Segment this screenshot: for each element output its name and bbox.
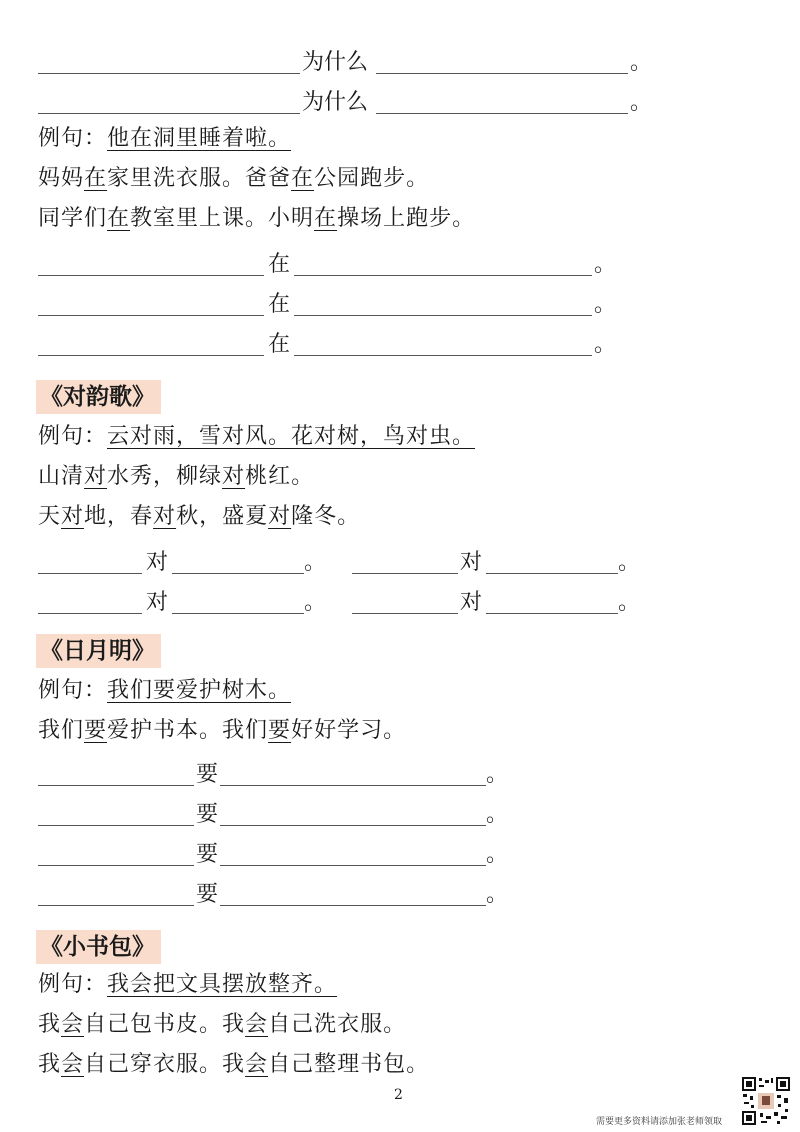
keyword: 在 (268, 252, 291, 277)
example-label: 例句： (38, 972, 108, 997)
practice-line (38, 1050, 429, 1080)
period: 。 (594, 332, 617, 357)
fill-row-dui-1 (38, 544, 641, 578)
keyword-underlined: 对 (84, 464, 108, 489)
text-part: 我 (38, 1052, 62, 1077)
keyword-underlined: 会 (61, 1052, 85, 1077)
blank-left[interactable] (38, 865, 194, 866)
keyword: 对 (460, 590, 483, 615)
example-sentence (38, 422, 481, 452)
text-part: 山清 (38, 464, 85, 489)
text-part: 爱护书本。我们 (107, 718, 269, 743)
fill-row-yao-1 (38, 756, 518, 790)
example-text: 我们要爱护树木。 (107, 678, 292, 703)
example-sentence (38, 676, 297, 706)
fill-row-yao-4 (38, 876, 518, 910)
example-text: 我会把文具摆放整齐。 (107, 972, 338, 997)
blank-right[interactable] (220, 825, 486, 826)
fill-row-zai-3 (38, 326, 618, 360)
section-title: 《小书包》 (36, 930, 161, 964)
text-part: 自己整理书包。 (268, 1052, 430, 1077)
keyword: 对 (460, 550, 483, 575)
blank-right[interactable] (294, 355, 592, 356)
blank-right[interactable] (220, 905, 486, 906)
text-part: 自己穿衣服。我 (84, 1052, 246, 1077)
keyword-underlined: 要 (84, 718, 108, 743)
keyword: 要 (196, 842, 219, 867)
fill-row-yao-3 (38, 836, 518, 870)
text-part: 自己包书皮。我 (84, 1012, 246, 1037)
period: 。 (594, 252, 617, 277)
period: 。 (486, 842, 509, 867)
keyword: 要 (196, 802, 219, 827)
example-text: 他在洞里睡着啦。 (107, 126, 292, 151)
section-title: 《对韵歌》 (36, 380, 161, 414)
keyword-underlined: 会 (245, 1052, 269, 1077)
blank-left[interactable] (38, 785, 194, 786)
practice-line (38, 1010, 406, 1040)
keyword: 对 (146, 590, 169, 615)
example-label: 例句： (38, 678, 108, 703)
blank-right[interactable] (220, 865, 486, 866)
keyword-underlined: 在 (84, 166, 108, 191)
text-part: 家里洗衣服。爸爸 (107, 166, 292, 191)
keyword-underlined: 对 (153, 504, 177, 529)
keyword: 对 (146, 550, 169, 575)
fill-row-weishenme-1 (38, 44, 653, 78)
keyword: 要 (196, 762, 219, 787)
text-part: 天 (38, 504, 62, 529)
practice-line (38, 716, 406, 746)
blank-a[interactable] (38, 613, 142, 614)
keyword-underlined: 在 (107, 206, 131, 231)
blank-left[interactable] (38, 73, 300, 74)
text-part: 水秀，柳绿 (107, 464, 223, 489)
blank-left[interactable] (38, 315, 264, 316)
period: 。 (630, 50, 653, 75)
period: 。 (594, 292, 617, 317)
practice-line (38, 164, 429, 194)
text-part: 我们 (38, 718, 85, 743)
blank-right[interactable] (294, 275, 592, 276)
blank-right[interactable] (220, 785, 486, 786)
period: 。 (486, 762, 509, 787)
keyword-underlined: 对 (61, 504, 85, 529)
example-sentence (38, 970, 343, 1000)
keyword: 要 (196, 882, 219, 907)
blank-b[interactable] (172, 613, 304, 614)
text-part: 公园跑步。 (314, 166, 430, 191)
fill-row-yao-2 (38, 796, 518, 830)
text-part: 秋，盛夏 (176, 504, 269, 529)
example-sentence (38, 124, 297, 154)
period: 。 (630, 90, 653, 115)
text-part: 操场上跑步。 (337, 206, 476, 231)
fill-row-weishenme-2 (38, 84, 653, 118)
keyword: 在 (268, 292, 291, 317)
keyword-underlined: 会 (245, 1012, 269, 1037)
text-part: 同学们 (38, 206, 108, 231)
text-part: 教室里上课。小明 (130, 206, 315, 231)
example-text: 云对雨，雪对风。花对树，鸟对虫。 (107, 424, 476, 449)
page-number: 2 (394, 1087, 403, 1103)
blank-right[interactable] (294, 315, 592, 316)
blank-d[interactable] (486, 573, 618, 574)
footer-note: 需要更多资料请添加张老师领取 (596, 1117, 723, 1127)
text-part: 我 (38, 1012, 62, 1037)
keyword-underlined: 对 (222, 464, 246, 489)
blank-d[interactable] (486, 613, 618, 614)
period: 。 (304, 590, 327, 615)
keyword-underlined: 在 (314, 206, 338, 231)
period: 。 (486, 802, 509, 827)
text-part: 妈妈 (38, 166, 85, 191)
blank-left[interactable] (38, 355, 264, 356)
text-part: 桃红。 (245, 464, 315, 489)
keyword-underlined: 在 (291, 166, 315, 191)
qr-code-icon[interactable] (741, 1076, 791, 1126)
fill-row-dui-2 (38, 584, 641, 618)
text-part: 地，春 (84, 504, 154, 529)
blank-c[interactable] (352, 613, 458, 614)
keyword-underlined: 会 (61, 1012, 85, 1037)
example-label: 例句： (38, 424, 108, 449)
practice-line (38, 502, 360, 532)
period: 。 (304, 550, 327, 575)
example-label: 例句： (38, 126, 108, 151)
blank-left[interactable] (38, 275, 264, 276)
text-part: 自己洗衣服。 (268, 1012, 407, 1037)
blank-a[interactable] (38, 573, 142, 574)
practice-line (38, 462, 314, 492)
keyword-underlined: 对 (268, 504, 292, 529)
keyword: 为什么 (302, 50, 369, 75)
blank-left[interactable] (38, 905, 194, 906)
keyword: 为什么 (302, 90, 369, 115)
fill-row-zai-1 (38, 246, 618, 280)
text-part: 好好学习。 (291, 718, 407, 743)
keyword: 在 (268, 332, 291, 357)
keyword-underlined: 要 (268, 718, 292, 743)
text-part: 隆冬。 (291, 504, 361, 529)
practice-line (38, 204, 475, 234)
blank-b[interactable] (172, 573, 304, 574)
period: 。 (486, 882, 509, 907)
blank-right[interactable] (376, 73, 628, 74)
period: 。 (618, 590, 641, 615)
blank-left[interactable] (38, 113, 300, 114)
period: 。 (618, 550, 641, 575)
blank-left[interactable] (38, 825, 194, 826)
fill-row-zai-2 (38, 286, 618, 320)
blank-c[interactable] (352, 573, 458, 574)
blank-right[interactable] (376, 113, 628, 114)
section-title: 《日月明》 (36, 634, 161, 668)
